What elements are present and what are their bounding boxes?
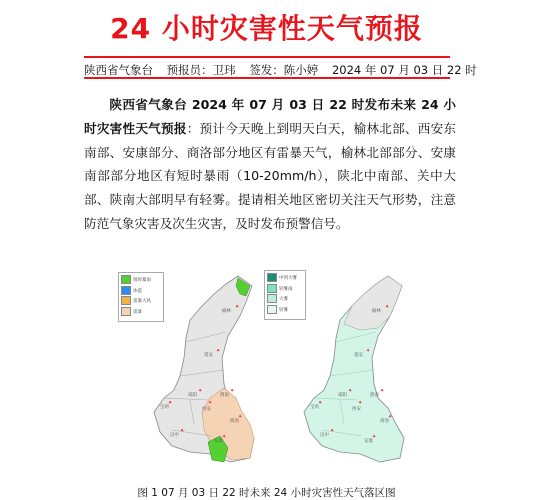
svg-text:✦: ✦ (366, 348, 371, 354)
svg-text:✦: ✦ (208, 400, 213, 406)
legend-item-fog-heavy: 中到大雾 (267, 273, 303, 284)
issue-time: 2024 年 07 月 03 日 22 时 (331, 63, 477, 77)
right-map-label-hanzhong: 汉中 (320, 433, 329, 438)
legend-item-fog-light: 大雾 (267, 294, 303, 305)
issuer: 陕西省气象台 (84, 63, 153, 77)
svg-text:✦: ✦ (330, 428, 335, 434)
legend-item-thunder-wind: 雷暴大风 (121, 296, 161, 307)
left-map-label-weinan: 渭南 (220, 393, 229, 398)
legend-item-thunderstorm: 雷暴 (121, 307, 161, 318)
svg-text:✦: ✦ (198, 388, 203, 394)
svg-text:✦: ✦ (238, 414, 243, 420)
svg-text:✦: ✦ (230, 388, 235, 394)
forecast-title: 24 小时灾害性天气预报 (110, 12, 423, 45)
left-map-label-yulin: 榆林 (222, 309, 231, 314)
legend-item-heavy-rain: 短时暴雨 (121, 275, 161, 286)
right-fog-map (300, 272, 415, 472)
left-map-label-baoji: 宝鸡 (160, 405, 169, 410)
right-map-label-shangluo: 商洛 (380, 419, 389, 424)
svg-text:✦: ✦ (235, 304, 240, 310)
forecaster: 预报员：卫玮 (166, 63, 236, 77)
left-map-label-xian: 西安 (202, 407, 211, 412)
left-hazard-map (150, 272, 265, 472)
legend-item-fog-mid: 轻雾雨 (267, 284, 303, 295)
svg-text:✦: ✦ (380, 388, 385, 394)
right-map-label-xianyang: 咸阳 (338, 393, 347, 398)
right-map-label-yulin: 榆林 (372, 309, 381, 314)
left-map-label-ankang: 安康 (214, 439, 223, 444)
left-map-label-shangluo: 商洛 (230, 419, 239, 424)
right-map-label-yanan: 延安 (354, 353, 363, 358)
figure-caption: 图 1 07 月 03 日 22 时未来 24 小时灾害性天气落区图 (137, 487, 396, 499)
svg-text:✦: ✦ (318, 400, 323, 406)
forecast-lead: 陕西省气象台 2024 年 07 月 03 日 22 时发布未来 24 小时灾害性天气预报 (84, 97, 456, 136)
legend-item-mist: 轻雾 (267, 305, 303, 316)
left-map-label-yanan: 延安 (204, 353, 213, 358)
svg-text:✦: ✦ (358, 400, 363, 406)
signer: 签发：陈小婷 (249, 63, 319, 77)
right-map-label-weinan: 渭南 (370, 393, 379, 398)
svg-text:✦: ✦ (168, 400, 173, 406)
left-map-label-xianyang: 咸阳 (188, 393, 197, 398)
right-map-label-xian: 西安 (352, 407, 361, 412)
left-map-label-hanzhong: 汉中 (170, 433, 179, 438)
svg-text:✦: ✦ (222, 434, 227, 440)
legend-item-hail: 冰雹 (121, 286, 161, 297)
svg-text:✦: ✦ (372, 434, 377, 440)
header-rule-bottom (84, 77, 450, 79)
svg-text:✦: ✦ (180, 428, 185, 434)
right-map-label-ankang: 安康 (364, 439, 373, 444)
right-map-north-no-fog (344, 276, 402, 330)
right-map-label-baoji: 宝鸡 (310, 405, 319, 410)
forecast-text: ：预计今天晚上到明天白天，榆林北部、西安东南部、安康部分、商洛部分地区有雷暴天气，榆林北部部分、安康南部部分地区有短时暴雨（10-20mm/h），陕北中南部、关中大部、陕南大部明早有轻雾。提请相关地区密切关注天气形势，注意防范气象灾害及次生灾害，及时发布预警信号。 (84, 120, 456, 231)
forecast-paragraph (84, 93, 456, 236)
meta-line (84, 62, 477, 78)
svg-text:✦: ✦ (388, 414, 393, 420)
svg-text:✦: ✦ (216, 348, 221, 354)
header-rule-top (84, 56, 450, 58)
svg-text:✦: ✦ (385, 304, 390, 310)
svg-text:✦: ✦ (348, 388, 353, 394)
